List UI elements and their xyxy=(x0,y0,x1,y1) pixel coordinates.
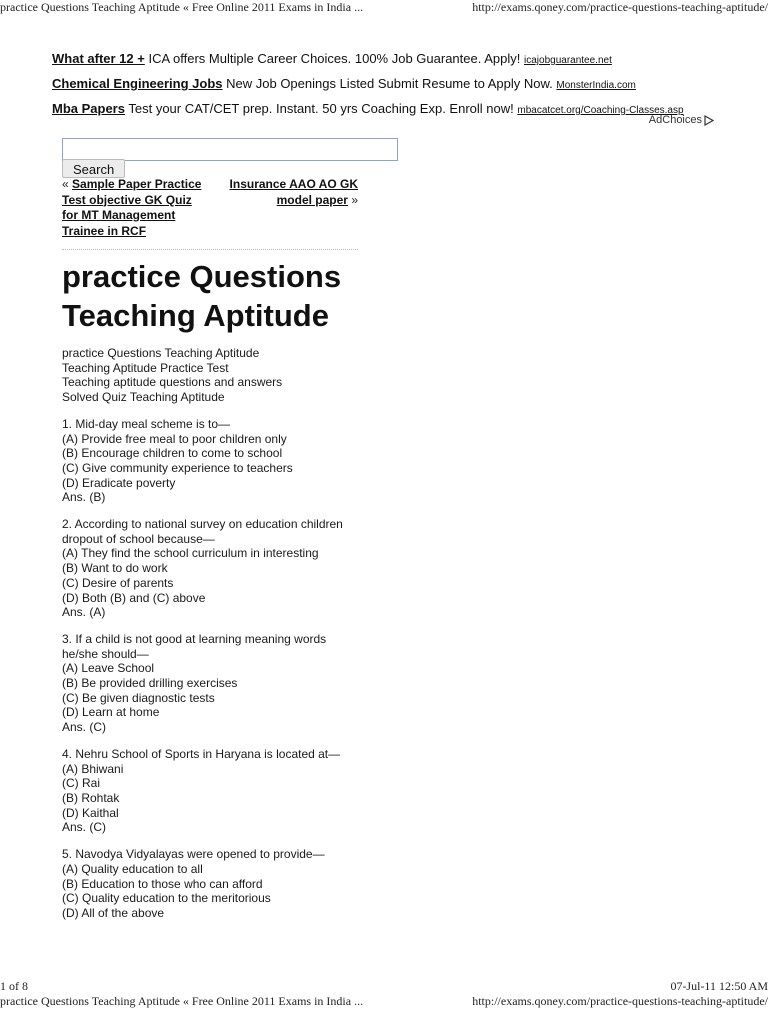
question-block xyxy=(62,417,382,505)
question-line: (B) Encourage children to come to school xyxy=(62,446,283,461)
question-line: (C) Rai xyxy=(62,776,100,791)
question-line: Ans. (A) xyxy=(62,605,106,620)
question-block xyxy=(62,517,382,620)
intro-line: Teaching Aptitude Practice Test xyxy=(62,360,229,375)
print-header xyxy=(0,0,768,16)
next-post-link[interactable] xyxy=(230,177,358,207)
question-line: (A) Quality education to all xyxy=(62,861,203,876)
question-line: dropout of school because— xyxy=(62,531,215,546)
ad-item xyxy=(52,47,722,72)
ad-item xyxy=(52,72,722,97)
question-line: (C) Give community experience to teachers xyxy=(62,460,293,475)
question-block xyxy=(62,847,382,921)
question-line: (B) Want to do work xyxy=(62,561,168,576)
prev-post xyxy=(62,177,212,239)
post-navigation xyxy=(62,177,358,241)
search-input[interactable] xyxy=(62,138,398,161)
adchoices-link[interactable] xyxy=(649,114,714,126)
print-footer-meta xyxy=(0,979,768,995)
prev-link-line: Trainee in RCF xyxy=(62,223,147,238)
search-button[interactable]: Search xyxy=(62,159,125,178)
question-line: 5. Navodya Vidyalayas were opened to provide— xyxy=(62,847,325,862)
print-footer-title: practice Questions Teaching Aptitude « Free Online 2011 Exams in India ... xyxy=(0,994,364,1008)
next-post xyxy=(218,177,358,208)
question-block xyxy=(62,632,382,735)
ad-description: Test your CAT/CET prep. Instant. 50 yrs Coaching Exp. Enroll now! xyxy=(128,101,514,116)
question-line: (D) All of the above xyxy=(62,905,165,920)
question-line: (A) Bhiwani xyxy=(62,761,124,776)
ad-description: New Job Openings Listed Submit Resume to Apply Now. xyxy=(226,76,553,91)
question-line: Ans. (C) xyxy=(62,720,107,735)
page-title xyxy=(62,257,382,335)
question-line: (D) Eradicate poverty xyxy=(62,475,176,490)
ad-url-link[interactable]: icajobguarantee.net xyxy=(524,55,612,66)
question-line: (A) Leave School xyxy=(62,661,155,676)
intro-text xyxy=(62,346,382,405)
question-line: (D) Learn at home xyxy=(62,705,160,720)
adchoices-icon xyxy=(704,115,714,126)
ad-title-link[interactable]: What after 12 + xyxy=(52,51,145,66)
question-line: 1. Mid-day meal scheme is to— xyxy=(62,416,231,431)
question-line: Ans. (C) xyxy=(62,820,107,835)
question-line: (D) Kaithal xyxy=(62,805,119,820)
ad-url-link[interactable]: MonsterIndia.com xyxy=(556,80,636,91)
intro-line: Solved Quiz Teaching Aptitude xyxy=(62,390,225,405)
question-line: 3. If a child is not good at learning meaning words xyxy=(62,631,327,646)
post-content xyxy=(62,346,382,933)
print-footer-url: http://exams.qoney.com/practice-questions-teaching-aptitude/ xyxy=(472,994,768,1008)
prev-link-line: Sample Paper Practice xyxy=(72,177,202,191)
question-line: 2. According to national survey on education children xyxy=(62,517,343,532)
prev-link-line: Test objective GK Quiz xyxy=(62,192,192,207)
question-line: (A) Provide free meal to poor children only xyxy=(62,431,287,446)
prev-link-line: for MT Management xyxy=(62,208,176,222)
question-line: (A) They find the school curriculum in interesting xyxy=(62,546,319,561)
divider xyxy=(62,249,358,250)
question-line: (C) Be given diagnostic tests xyxy=(62,690,215,705)
prev-post-link[interactable] xyxy=(62,177,201,238)
print-header-url: http://exams.qoney.com/practice-questions-teaching-aptitude/ xyxy=(472,0,768,14)
print-datetime: 07-Jul-11 12:50 AM xyxy=(670,979,768,993)
question-list xyxy=(62,417,382,921)
next-link-line: Insurance AAO AO GK xyxy=(229,177,358,191)
question-line: (C) Quality education to the meritorious xyxy=(62,891,271,906)
question-line: (B) Rohtak xyxy=(62,790,120,805)
title-line: Teaching Aptitude xyxy=(62,298,329,333)
question-line: 4. Nehru School of Sports in Haryana is located at— xyxy=(62,746,341,761)
ad-url-link[interactable]: mbacatcet.org/Coaching-Classes.asp xyxy=(517,105,684,116)
prev-arrow: « xyxy=(62,177,69,191)
next-link-line: model paper xyxy=(276,192,348,207)
ad-block xyxy=(52,47,722,122)
question-line: he/she should— xyxy=(62,646,149,661)
next-arrow: » xyxy=(351,192,358,207)
ad-description: ICA offers Multiple Career Choices. 100% Job Guarantee. Apply! xyxy=(148,51,521,66)
question-line: Ans. (B) xyxy=(62,490,106,505)
ad-item xyxy=(52,97,722,122)
question-line: (D) Both (B) and (C) above xyxy=(62,590,206,605)
ad-title-link[interactable]: Chemical Engineering Jobs xyxy=(52,76,223,91)
print-footer xyxy=(0,994,768,1010)
question-block xyxy=(62,747,382,835)
ad-title-link[interactable]: Mba Papers xyxy=(52,101,125,116)
intro-line: practice Questions Teaching Aptitude xyxy=(62,346,260,360)
question-line: (C) Desire of parents xyxy=(62,575,174,590)
intro-line: Teaching aptitude questions and answers xyxy=(62,375,283,390)
page-number: 1 of 8 xyxy=(0,979,28,993)
question-line: (B) Education to those who can afford xyxy=(62,876,263,891)
question-line: (B) Be provided drilling exercises xyxy=(62,676,238,691)
print-header-title: practice Questions Teaching Aptitude « Free Online 2011 Exams in India ... xyxy=(0,0,364,14)
adchoices-label: AdChoices xyxy=(648,114,702,126)
title-line: practice Questions xyxy=(62,259,342,294)
